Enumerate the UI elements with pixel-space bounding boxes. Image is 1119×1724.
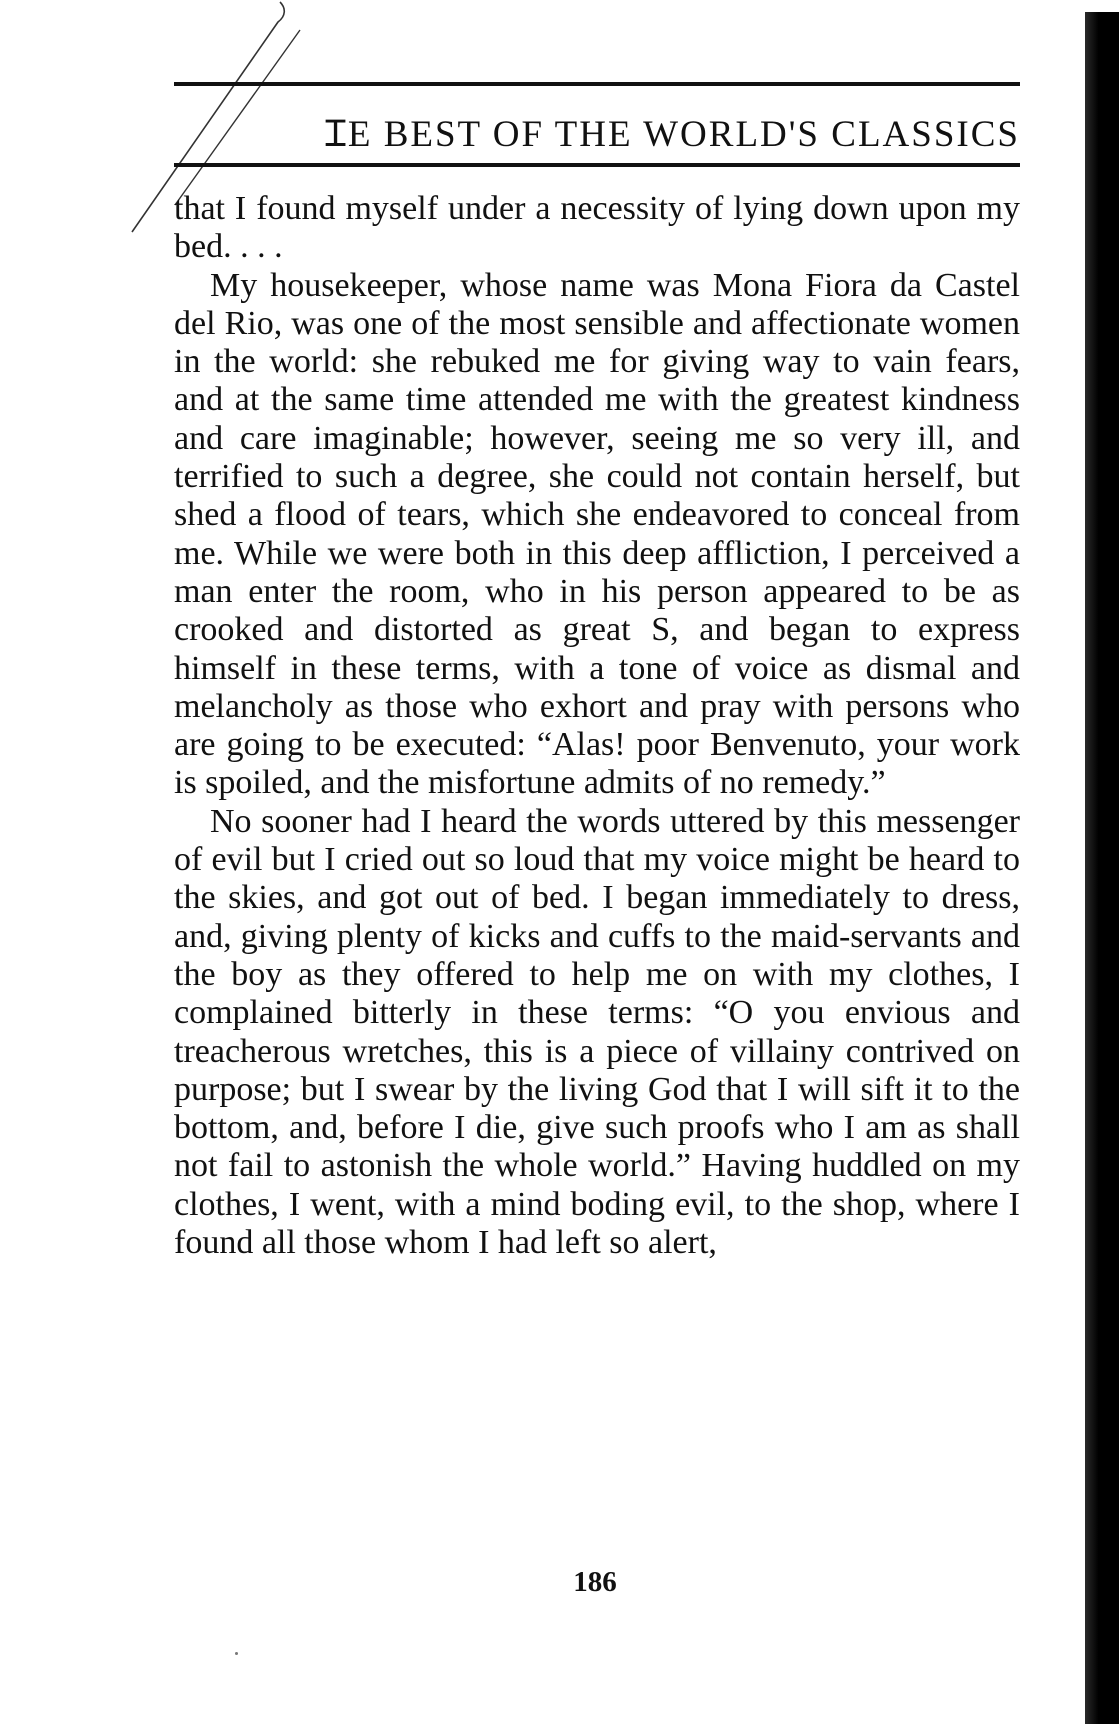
paragraph: My housekeeper, whose name was Mona Fiora da Castel del Rio, was one of the most sensible and affectionate women in the world: she rebuked me for giving way to vain fears, and at the same time attended me with the greatest kindness and care imaginable; however, seeing me so very ill, and terrified to such a degree, she could not contain herself, but shed a flood of tears, which she endeavored to conceal from me. While we were both in this deep affliction, I perceived a man enter the room, who in his person appeared to be as crooked and distorted as great S, and began to express himself in these terms, with a tone of voice as dismal and melancholy as those who exhort and pray with persons who are going to be executed: “Alas! poor Benvenuto, your work is spoiled, and the misfortune admits of no remedy.” [174,266,1020,802]
page-number: 186 [573,1566,617,1598]
paragraph: No sooner had I heard the words uttered by this messenger of evil but I cried out so loud that my voice might be heard to the skies, and got out of bed. I began immediately to dress, and, giving plenty of kicks and cuffs to the maid-servants and the boy as they offered to help me on with my clothes, I complained bitterly in these terms: “O you envious and treacherous wretches, this is a piece of villainy contrived on purpose; but I swear by the living God that I will sift it to the bottom, and, before I die, give such proofs who I am as shall not fail to astonish the whole world.” Having huddled on my clothes, I went, with a mind boding evil, to the shop, where I found all those whom I had left so alert, [174,802,1020,1262]
paper-speck [235,1652,238,1655]
header-rule-top [174,82,1020,86]
paragraph-continued: that I found myself under a necessity of lying down upon my bed. . . . [174,190,1020,266]
header-rule-bottom [174,163,1020,167]
running-title: ꞮE BEST OF THE WORLD'S CLASSICS [325,114,1020,155]
binding-shadow [1085,12,1119,1724]
body-text [174,190,1020,1262]
